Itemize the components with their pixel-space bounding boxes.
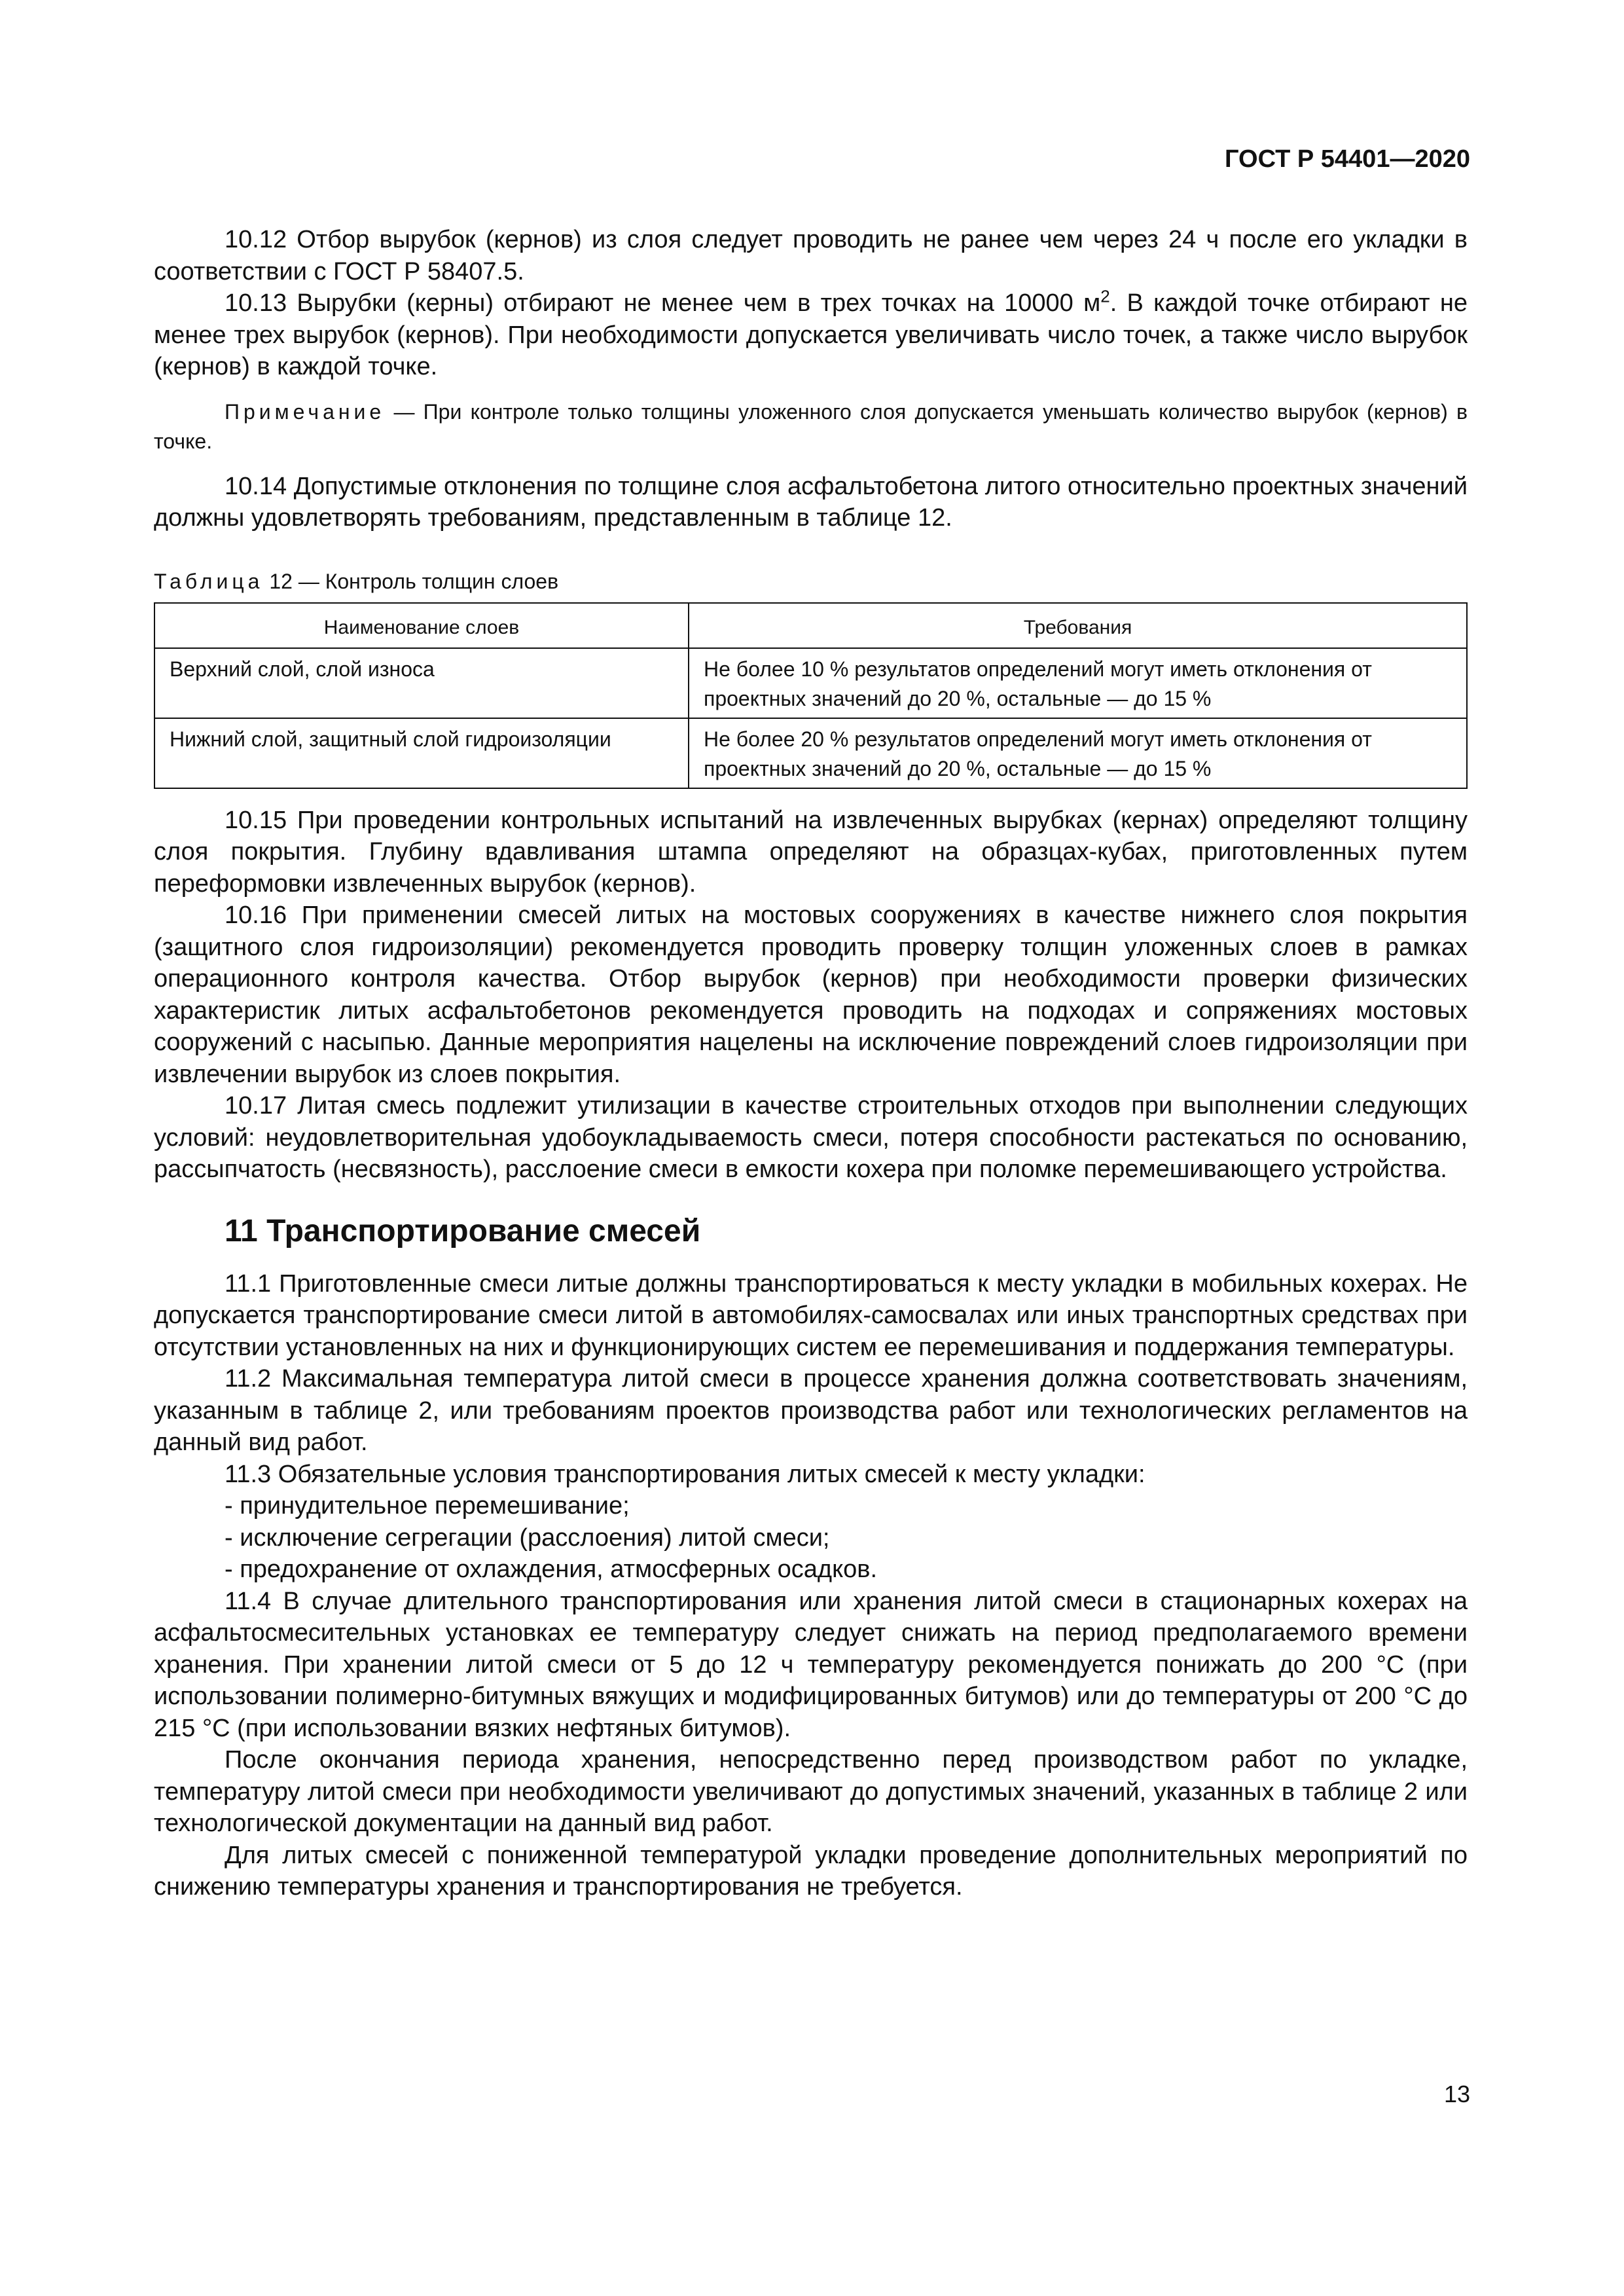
paragraph-11-1: 11.1 Приготовленные смеси литые должны транспортироваться к месту укладки в мобильных кохерах. Не допускается транспортирование смеси литой в автомобилях-самосвалах или иных транспортных средствах при отсутствии установленных на них и функционирующих систем ее перемешивания и поддержания температуры.	[154, 1269, 1468, 1361]
thickness-table	[154, 602, 1468, 789]
table-header-cell: Требования	[689, 603, 1467, 648]
paragraph-11-2: 11.2 Максимальная температура литой смеси в процессе хранения должна соответствовать значениям, указанным в таблице 2, или требованиям проектов производства работ или технологических регламентов на данный вид работ.	[154, 1365, 1468, 1456]
document-header: ГОСТ Р 54401—2020	[1225, 145, 1470, 173]
table-cell: Верхний слой, слой износа	[154, 648, 689, 718]
table-header-cell: Наименование слоев	[154, 603, 689, 648]
table-row	[154, 648, 1467, 718]
list-item: - исключение сегрегации (расслоения) литой смеси;	[225, 1523, 830, 1552]
paragraph-11-4: 11.4 В случае длительного транспортирования или хранения литой смеси в стационарных кохерах на асфальтосмесительных установках ее температуру следует снижать на период предполагаемого времени хранения. При хранении литой смеси от 5 до 12 ч температуру рекомендуется понижать до 200 °С (при использовании полимерно-битумных вяжущих и модифицированных битумов) или до температуры от 200 °С до 215 °С (при использовании вязких нефтяных битумов).	[154, 1587, 1468, 1742]
section-heading: 11 Транспортирование смесей	[225, 1213, 701, 1248]
table-row	[154, 718, 1467, 788]
table-cell: Не более 20 % результатов определений могут иметь отклонения от проектных значений до 20 %, остальные — до 15 %	[689, 718, 1467, 788]
list-item: - предохранение от охлаждения, атмосферных осадков.	[225, 1556, 878, 1583]
table-caption: Таблица 12 — Контроль толщин слоев	[154, 569, 559, 593]
paragraph-low-temp: Для литых смесей с пониженной температурой укладки проведение дополнительных мероприятий по снижению температуры хранения и транспортирования не требуется.	[154, 1841, 1468, 1901]
page-number: 13	[1443, 2081, 1470, 2107]
table-header-row	[154, 603, 1467, 648]
page-content	[154, 0, 1468, 1903]
paragraph-10-13: 10.13 Вырубки (керны) отбирают не менее чем в трех точках на 10000 $м^2$. В каждой точке отбирают не менее трех вырубок (кернов). При необходимости допускается увеличивать число точек, а также число вырубок (кернов) в каждой точке.	[154, 286, 1468, 380]
paragraph-10-17: 10.17 Литая смесь подлежит утилизации в качестве строительных отходов при выполнении следующих условий: неудовлетворительная удобоукладываемость смеси, потеря способности растекаться по основанию, рассыпчатость (несвязность), расслоение смеси в емкости кохера при поломке перемешивающего устройства.	[154, 1092, 1468, 1183]
note-text: — При контроле только толщины уложенного слоя допускается уменьшать количество вырубок (кернов) в точке.	[154, 399, 1468, 453]
note	[154, 397, 1468, 456]
paragraph-10-14: 10.14 Допустимые отклонения по толщине слоя асфальтобетона литого относительно проектных значений должны удовлетворять требованиям, представленным в таблице 12.	[154, 472, 1468, 532]
note-label: Примечание	[225, 399, 386, 424]
table-cell: Не более 10 % результатов определений могут иметь отклонения от проектных значений до 20 %, остальные — до 15 %	[689, 648, 1467, 718]
table-cell: Нижний слой, защитный слой гидроизоляции	[154, 718, 689, 788]
list-item: - принудительное перемешивание;	[225, 1492, 630, 1520]
paragraph-10-15: 10.15 При проведении контрольных испытаний на извлеченных вырубках (кернах) определяют толщину слоя покрытия. Глубину вдавливания штампа определяют на образцах-кубах, приготовленных путем переформовки извлеченных вырубок (кернов).	[154, 806, 1468, 898]
paragraph-10-16: 10.16 При применении смесей литых на мостовых сооружениях в качестве нижнего слоя покрытия (защитного слоя гидроизоляции) рекомендуется проводить проверку толщин уложенных слоев в рамках операционного контроля качества. Отбор вырубок (кернов) при необходимости проверки физических характеристик литых асфальтобетонов рекомендуется проводить на подходах и сопряжениях мостовых сооружений с насыпью. Данные мероприятия нацелены на исключение повреждений слоев гидроизоляции при извлечении вырубок из слоев покрытия.	[154, 902, 1468, 1088]
paragraph-11-3: 11.3 Обязательные условия транспортирования литых смесей к месту укладки:	[225, 1460, 1146, 1488]
paragraph-storage-end: После окончания периода хранения, непосредственно перед производством работ по укладке, температуру литой смеси при необходимости увеличивают до допустимых значений, указанных в таблице 2 или технологической документации на данный вид работ.	[154, 1746, 1468, 1837]
paragraph-10-12: 10.12 Отбор вырубок (кернов) из слоя следует проводить не ранее чем через 24 ч после его укладки в соответствии с ГОСТ Р 58407.5.	[154, 226, 1468, 285]
